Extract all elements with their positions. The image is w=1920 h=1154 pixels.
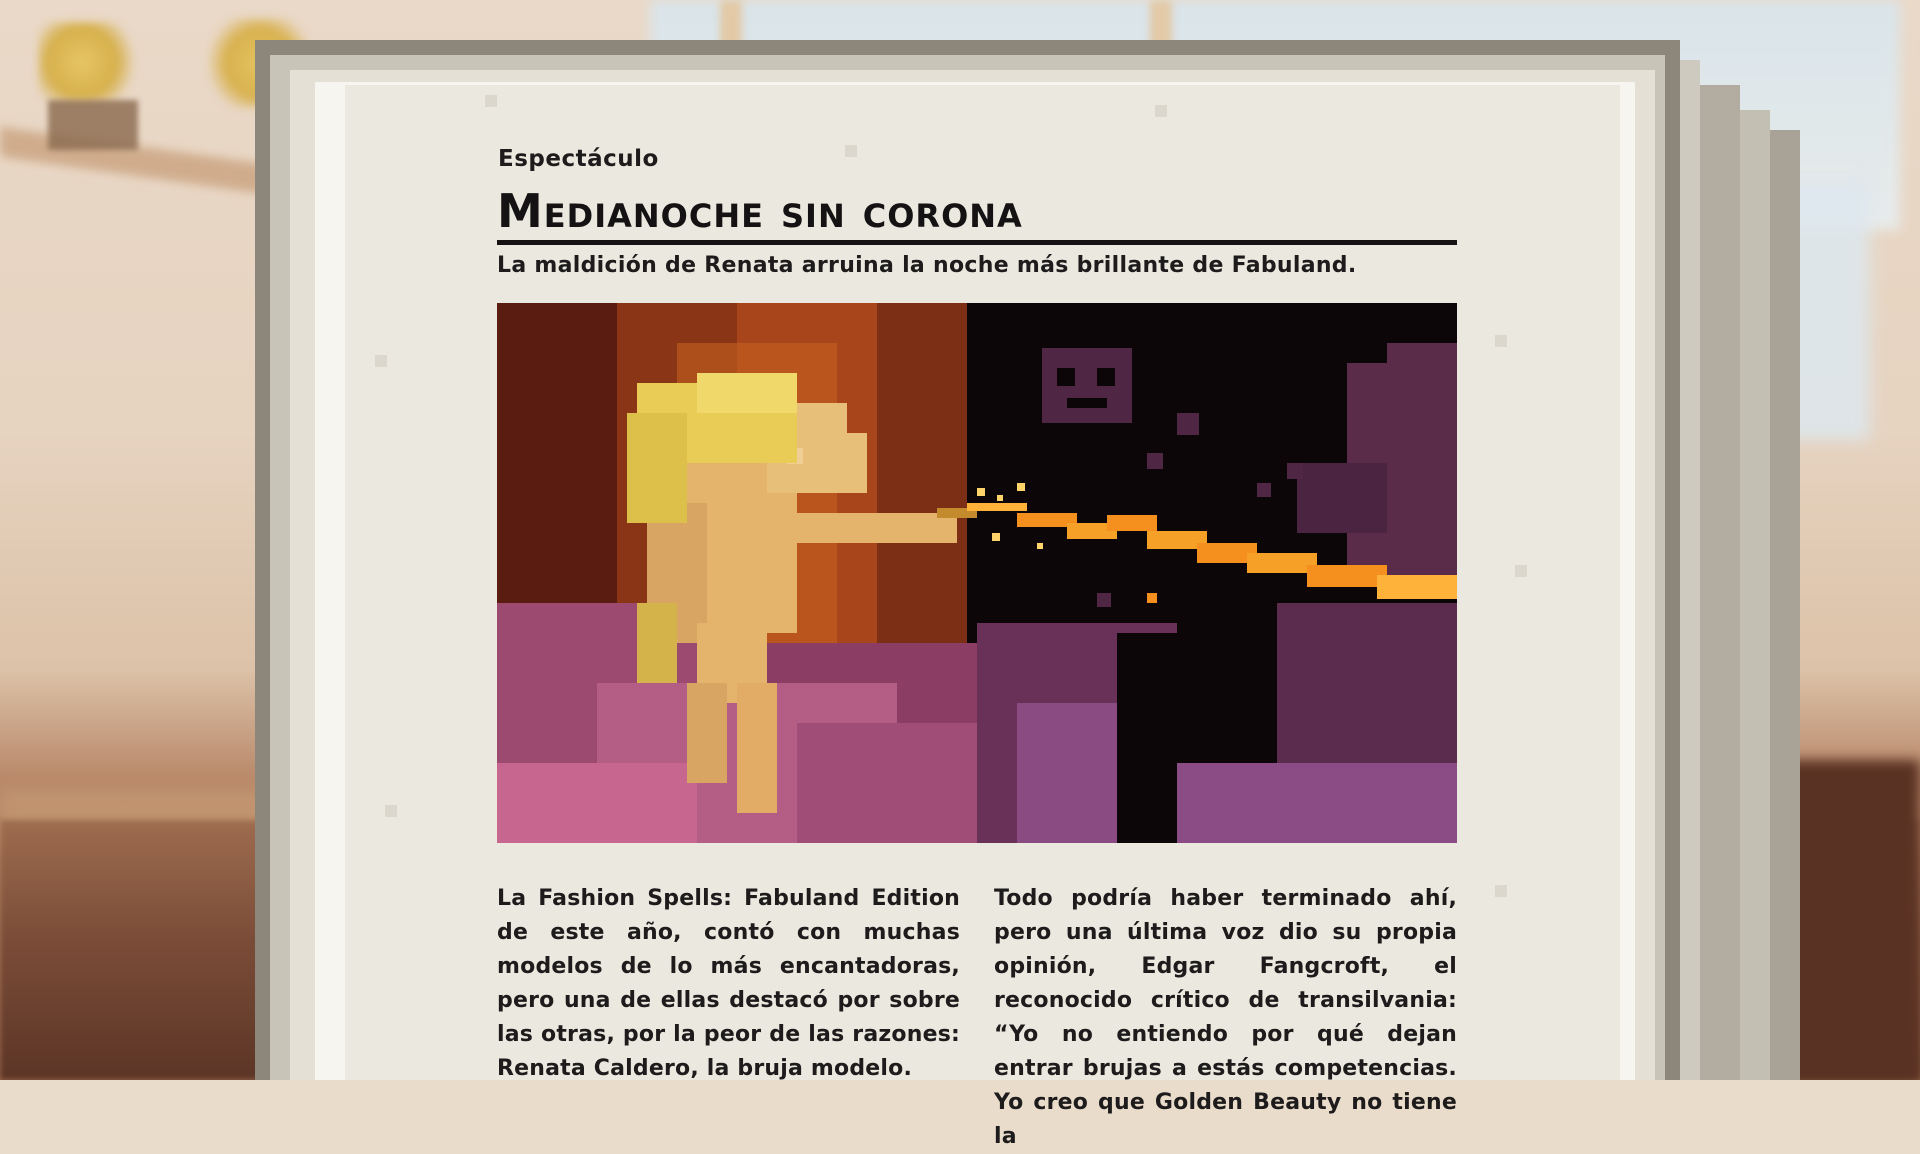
ghost-skull-icon: [1042, 348, 1132, 423]
article-illustration: [497, 303, 1457, 843]
paper-speck: [375, 355, 387, 367]
paper-speck: [485, 95, 497, 107]
article-column-2: Todo podría haber terminado ahí, pero una última voz dio su propia opinión, Edgar Fangcroft, el reconocido crítico de transilvania: “Yo no entiendo por qué dejan entrar brujas a estás competencias. Yo creo que Golden Beauty no tiene la: [994, 886, 1457, 1149]
subtitle: La maldición de Renata arruina la noche más brillante de Fabuland.: [497, 253, 1357, 278]
plant-icon: [38, 22, 148, 102]
headline-rule: [497, 240, 1457, 245]
headline: Medianoche sin corona: [497, 184, 1023, 238]
paper-speck: [1515, 565, 1527, 577]
section-label: Espectáculo: [498, 146, 659, 172]
plant-pot: [48, 100, 138, 150]
article-column-1: La Fashion Spells: Fabuland Edition de este año, contó con muchas modelos de lo más encantadoras, pero una de ellas destacó por sobre las otras, por la peor de las razones: Renata Caldero, la bruja modelo.: [497, 886, 960, 1081]
paper-speck: [1495, 335, 1507, 347]
paper-speck: [1495, 885, 1507, 897]
paper-speck: [845, 145, 857, 157]
paper-speck: [385, 805, 397, 817]
paper-speck: [1155, 105, 1167, 117]
